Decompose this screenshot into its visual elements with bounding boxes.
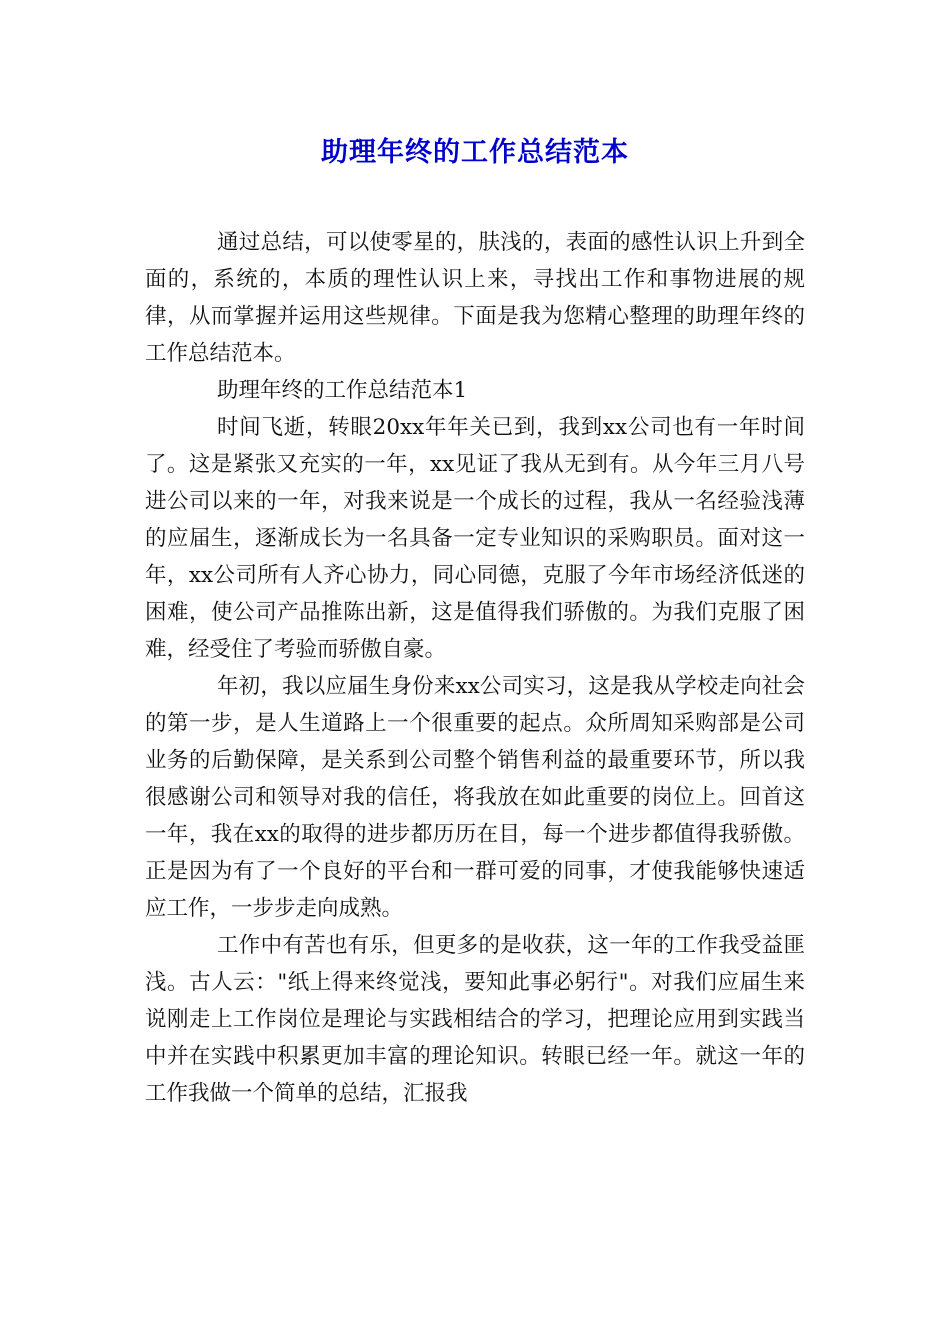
document-body — [145, 224, 805, 1112]
paragraph-2: 年初，我以应届生身份来xx公司实习，这是我从学校走向社会的第一步，是人生道路上一个很重要的起点。众所周知采购部是公司业务的后勤保障，是关系到公司整个销售利益的最重要环节，所以我很感谢公司和领导对我的信任，将我放在如此重要的岗位上。回首这一年，我在xx的取得的进步都历历在目，每一个进步都值得我骄傲。正是因为有了一个良好的平台和一群可爱的同事，才使我能够快速适应工作，一步步走向成熟。 — [145, 674, 805, 921]
section-heading: 助理年终的工作总结范本1 — [217, 378, 468, 403]
paragraph-intro: 通过总结，可以使零星的，肤浅的，表面的感性认识上升到全面的，系统的，本质的理性认识上来，寻找出工作和事物进展的规律，从而掌握并运用这些规律。下面是我为您精心整理的助理年终的工作总结范本。 — [145, 230, 805, 366]
document-title: 助理年终的工作总结范本 — [321, 137, 629, 168]
paragraph-1: 时间飞逝，转眼20xx年年关已到，我到xx公司也有一年时间了。这是紧张又充实的一年，xx见证了我从无到有。从今年三月八号进公司以来的一年，对我来说是一个成长的过程，我从一名经验浅薄的应届生，逐渐成长为一名具备一定专业知识的采购职员。面对这一年，xx公司所有人齐心协力，同心同德，克服了今年市场经济低迷的困难，使公司产品推陈出新，这是值得我们骄傲的。为我们克服了困难，经受住了考验而骄傲自豪。 — [145, 415, 805, 662]
paragraph-3: 工作中有苦也有乐，但更多的是收获，这一年的工作我受益匪浅。古人云："纸上得来终觉浅，要知此事必躬行"。对我们应届生来说刚走上工作岗位是理论与实践相结合的学习，把理论应用到实践当中并在实践中积累更加丰富的理论知识。转眼已经一年。就这一年的工作我做一个简单的总结，汇报我 — [145, 933, 805, 1106]
